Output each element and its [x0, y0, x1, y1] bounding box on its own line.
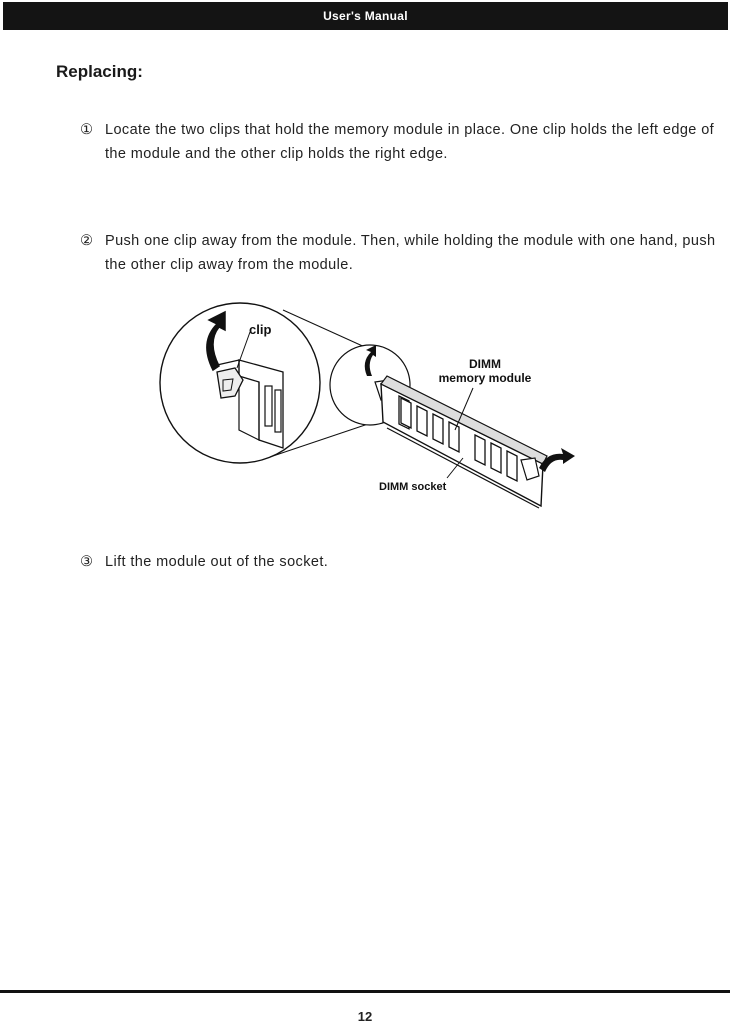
memory-module-label: memory module [438, 371, 532, 385]
step-1 [80, 118, 720, 166]
step-number: ③ [80, 554, 94, 570]
footer-rule [0, 990, 730, 993]
clip-label: clip [249, 322, 272, 337]
step-text: Locate the two clips that hold the memory module in place. One clip holds the left edge of the module and the other clip holds the right edge. [105, 122, 715, 162]
step-text: Push one clip away from the module. Then, while holding the module with one hand, push the other clip away from the module. [105, 233, 716, 273]
step-number: ① [80, 122, 94, 138]
step-2 [80, 229, 720, 277]
header-bar [3, 2, 728, 30]
dimm-label: DIMM [469, 357, 501, 371]
section-title: Replacing: [56, 62, 143, 81]
manual-title: User's Manual [323, 9, 408, 23]
step-number: ② [80, 233, 94, 249]
dimm-removal-illustration [155, 300, 585, 515]
step-text: Lift the module out of the socket. [105, 554, 329, 570]
step-3 [80, 550, 720, 574]
page-number: 12 [357, 1009, 373, 1024]
illustration-svg [155, 300, 585, 515]
dimm-socket-label: DIMM socket [379, 481, 447, 493]
